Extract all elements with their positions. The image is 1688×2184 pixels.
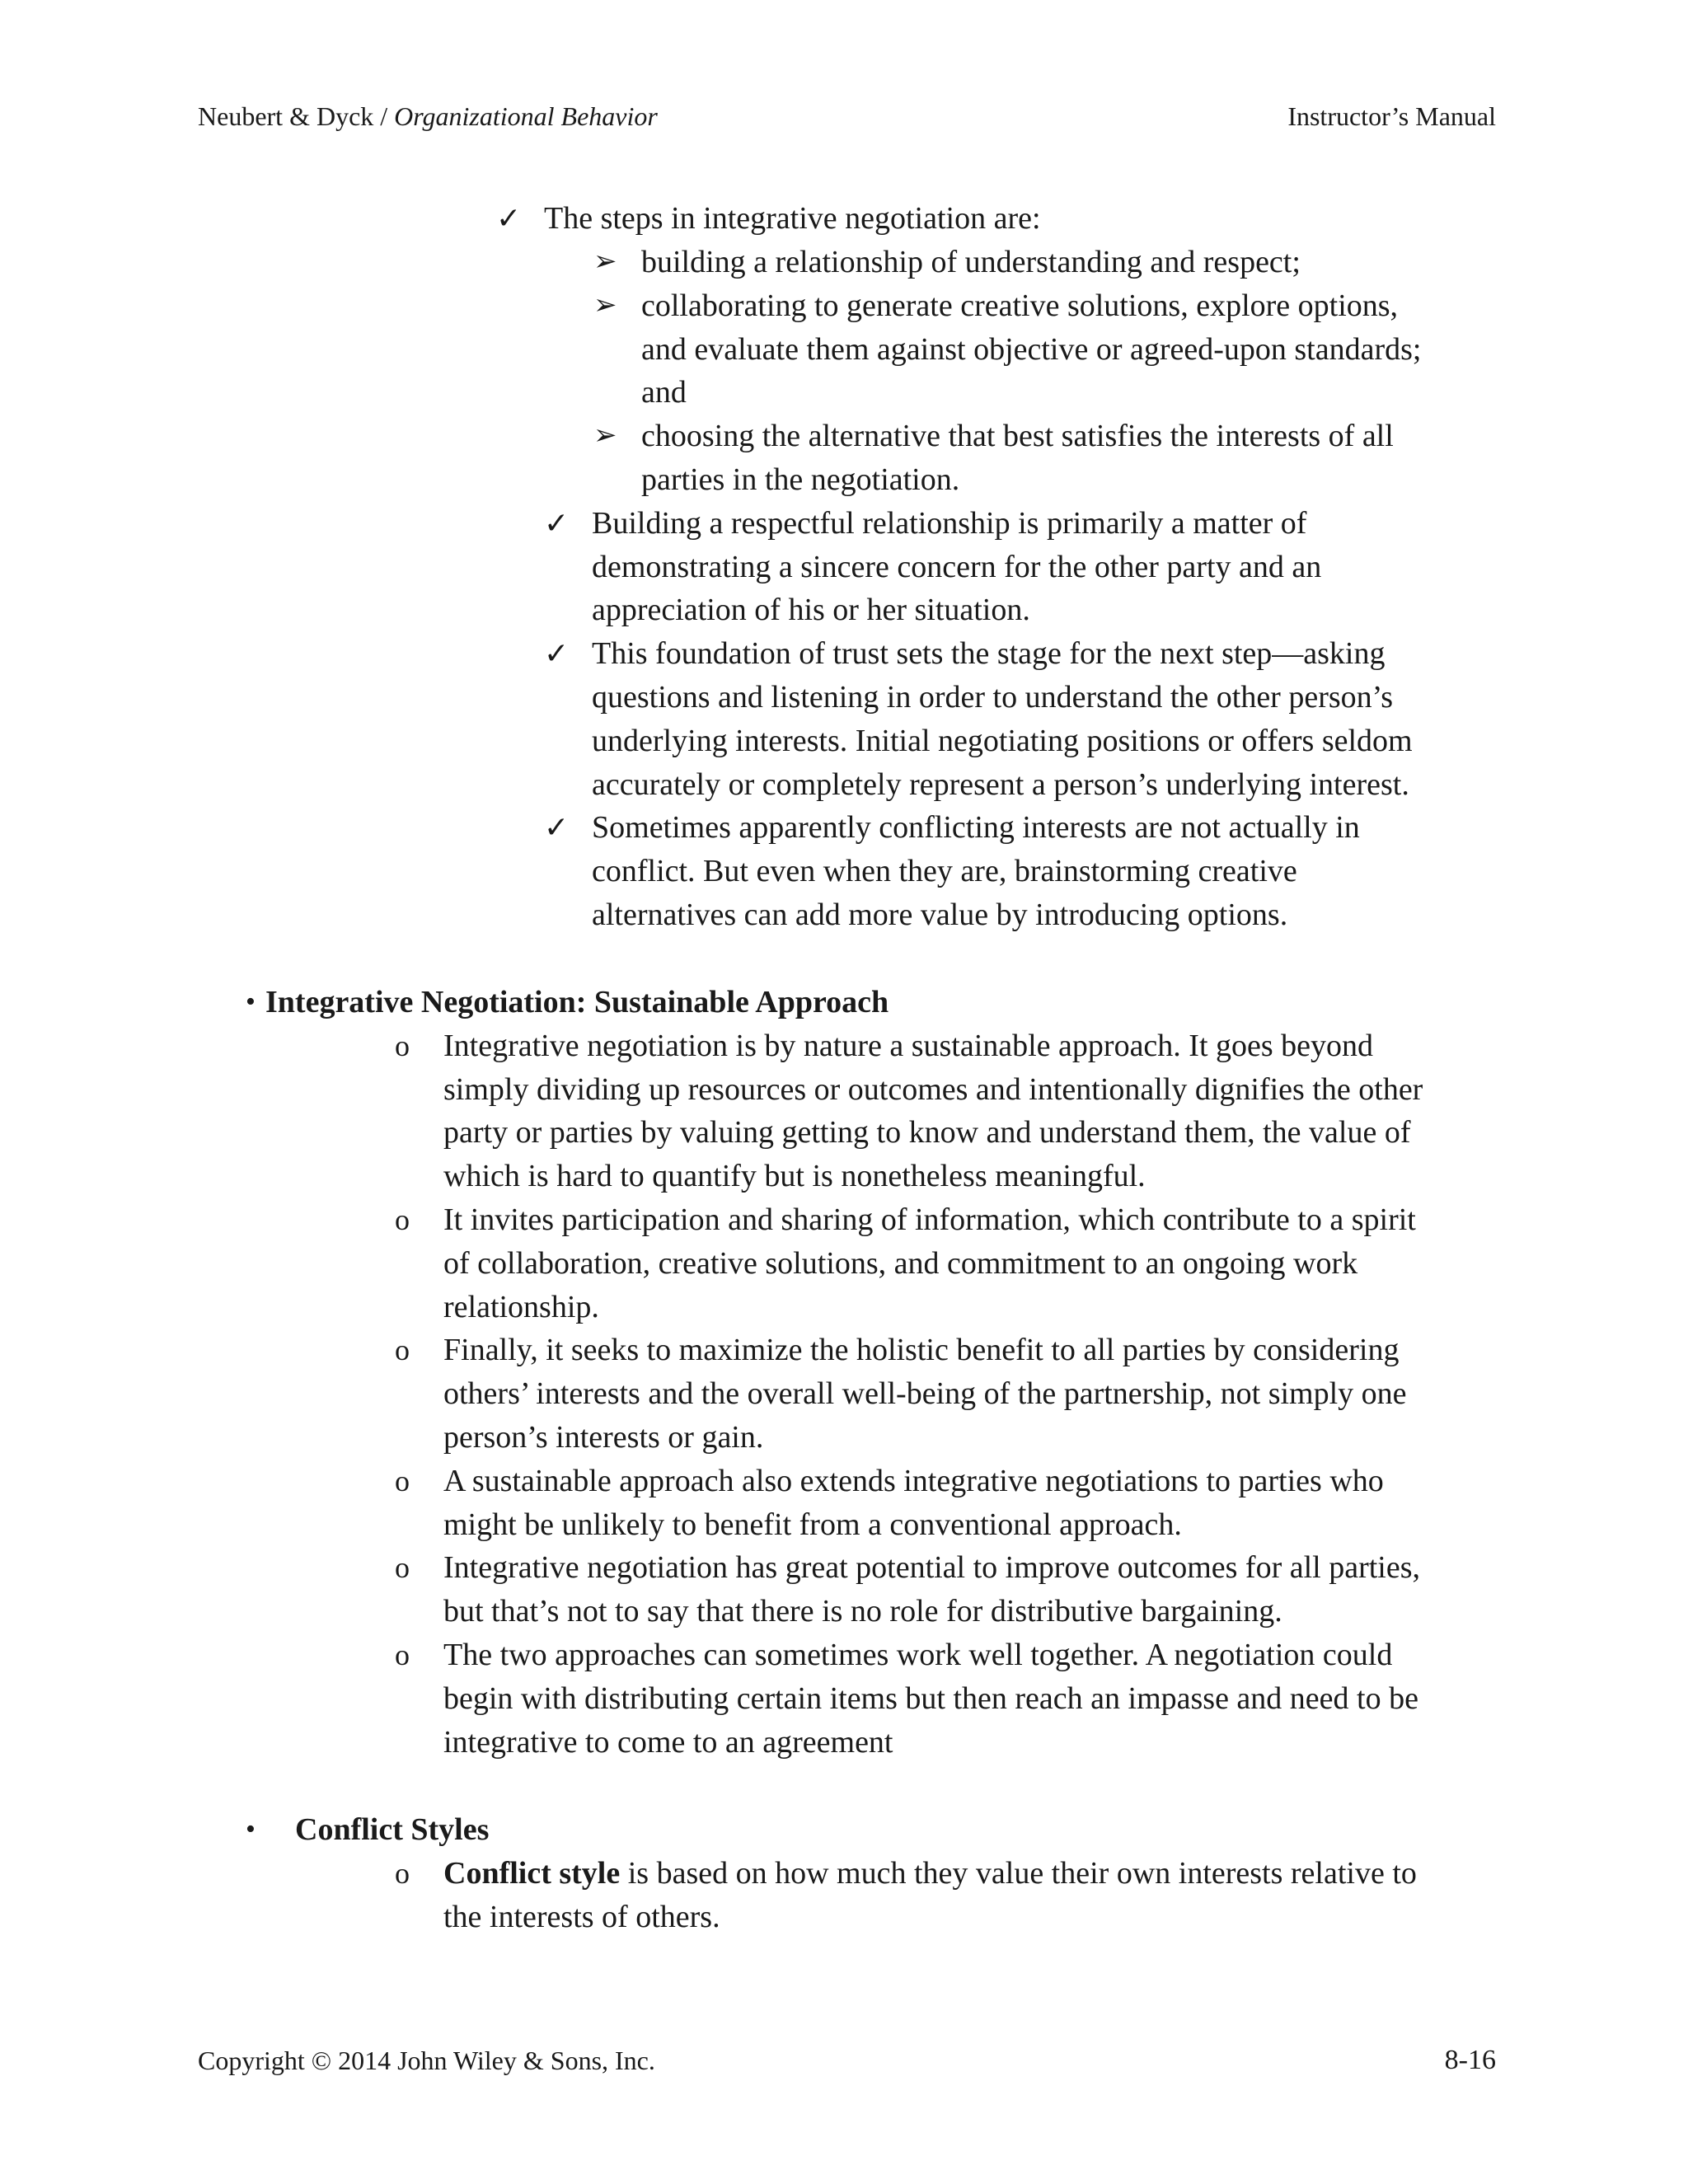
circle-marker: o — [395, 1029, 410, 1062]
item-line: but that’s not to say that there is no role for distributive bargaining. — [443, 1594, 1282, 1629]
check-line: Sometimes apparently conflicting interests are not actually in — [592, 810, 1360, 845]
step-line: building a relationship of understanding and respect; — [641, 245, 1301, 279]
check-line: appreciation of his or her situation. — [592, 593, 1030, 627]
check-marker: ✓ — [544, 507, 570, 540]
check-line: accurately or completely represent a person’s underlying interest. — [592, 767, 1409, 802]
heading-text: Conflict Styles — [295, 1812, 490, 1847]
item-line: others’ interests and the overall well-being of the partnership, not simply one — [443, 1376, 1407, 1411]
arrow-marker: ➢ — [593, 420, 617, 451]
section-heading — [295, 1810, 489, 1849]
term-definition: is based on how much they value their own interests relative to — [620, 1856, 1417, 1891]
running-header-left — [198, 100, 658, 133]
check-line: This foundation of trust sets the stage for the next step—asking — [592, 636, 1386, 671]
arrow-marker: ➢ — [593, 290, 617, 321]
item-line: integrative to come to an agreement — [443, 1725, 893, 1760]
step-line: and — [641, 375, 687, 410]
item-line: Integrative negotiation has great potential to improve outcomes for all parties, — [443, 1550, 1421, 1585]
item-line: party or parties by valuing getting to know and understand them, the value of — [443, 1115, 1411, 1150]
item-line — [443, 1854, 1417, 1893]
step-line: parties in the negotiation. — [641, 462, 960, 497]
check-line: conflict. But even when they are, brainstorming creative — [592, 854, 1297, 888]
item-line: simply dividing up resources or outcomes and intentionally dignifies the other — [443, 1072, 1423, 1107]
bullet-marker: • — [246, 987, 256, 1017]
item-line: Integrative negotiation is by nature a sustainable approach. It goes beyond — [443, 1029, 1374, 1063]
check-marker: ✓ — [544, 811, 570, 844]
step-line: choosing the alternative that best satisfies the interests of all — [641, 419, 1394, 453]
circle-marker: o — [395, 1333, 410, 1366]
item-line: It invites participation and sharing of information, which contribute to a spirit — [443, 1202, 1416, 1237]
arrow-marker: ➢ — [593, 246, 617, 277]
running-header-right: Instructor’s Manual — [1287, 101, 1496, 131]
section-heading — [265, 982, 889, 1022]
check-line: demonstrating a sincere concern for the other party and an — [592, 550, 1322, 584]
heading-text: Integrative Negotiation: Sustainable Approach — [265, 985, 889, 1019]
bullet-marker: • — [246, 1814, 256, 1844]
page-number: 8-16 — [1444, 2045, 1496, 2075]
circle-marker: o — [395, 1465, 410, 1497]
check-line: alternatives can add more value by introducing options. — [592, 898, 1288, 932]
item-line: of collaboration, creative solutions, and commitment to an ongoing work — [443, 1246, 1358, 1281]
step-line: and evaluate them against objective or agreed-upon standards; — [641, 332, 1422, 367]
copyright-footer: Copyright © 2014 John Wiley & Sons, Inc. — [198, 2046, 655, 2075]
circle-marker: o — [395, 1203, 410, 1236]
item-line: begin with distributing certain items but then reach an impasse and need to be — [443, 1681, 1418, 1716]
item-line: which is hard to quantify but is nonetheless meaningful. — [443, 1159, 1146, 1193]
check-line: questions and listening in order to understand the other person’s — [592, 680, 1393, 715]
item-line: the interests of others. — [443, 1900, 720, 1934]
circle-marker: o — [395, 1857, 410, 1890]
item-line: The two approaches can sometimes work well together. A negotiation could — [443, 1638, 1393, 1672]
header-authors: Neubert & Dyck / — [198, 101, 395, 131]
check-line: underlying interests. Initial negotiating positions or offers seldom — [592, 724, 1413, 758]
item-line: person’s interests or gain. — [443, 1420, 764, 1455]
check-marker: ✓ — [544, 637, 570, 670]
item-line: relationship. — [443, 1290, 599, 1324]
item-line: A sustainable approach also extends integrative negotiations to parties who — [443, 1464, 1384, 1498]
item-line: might be unlikely to benefit from a conventional approach. — [443, 1507, 1182, 1542]
step-line: collaborating to generate creative solutions, explore options, — [641, 288, 1399, 323]
item-line: Finally, it seeks to maximize the holistic benefit to all parties by considering — [443, 1333, 1400, 1367]
circle-marker: o — [395, 1638, 410, 1671]
check-line: Building a respectful relationship is primarily a matter of — [592, 506, 1307, 541]
term: Conflict style — [443, 1856, 621, 1891]
steps-intro: The steps in integrative negotiation are: — [544, 201, 1041, 236]
circle-marker: o — [395, 1551, 410, 1584]
header-book-title: Organizational Behavior — [394, 101, 658, 131]
check-marker: ✓ — [496, 202, 522, 235]
